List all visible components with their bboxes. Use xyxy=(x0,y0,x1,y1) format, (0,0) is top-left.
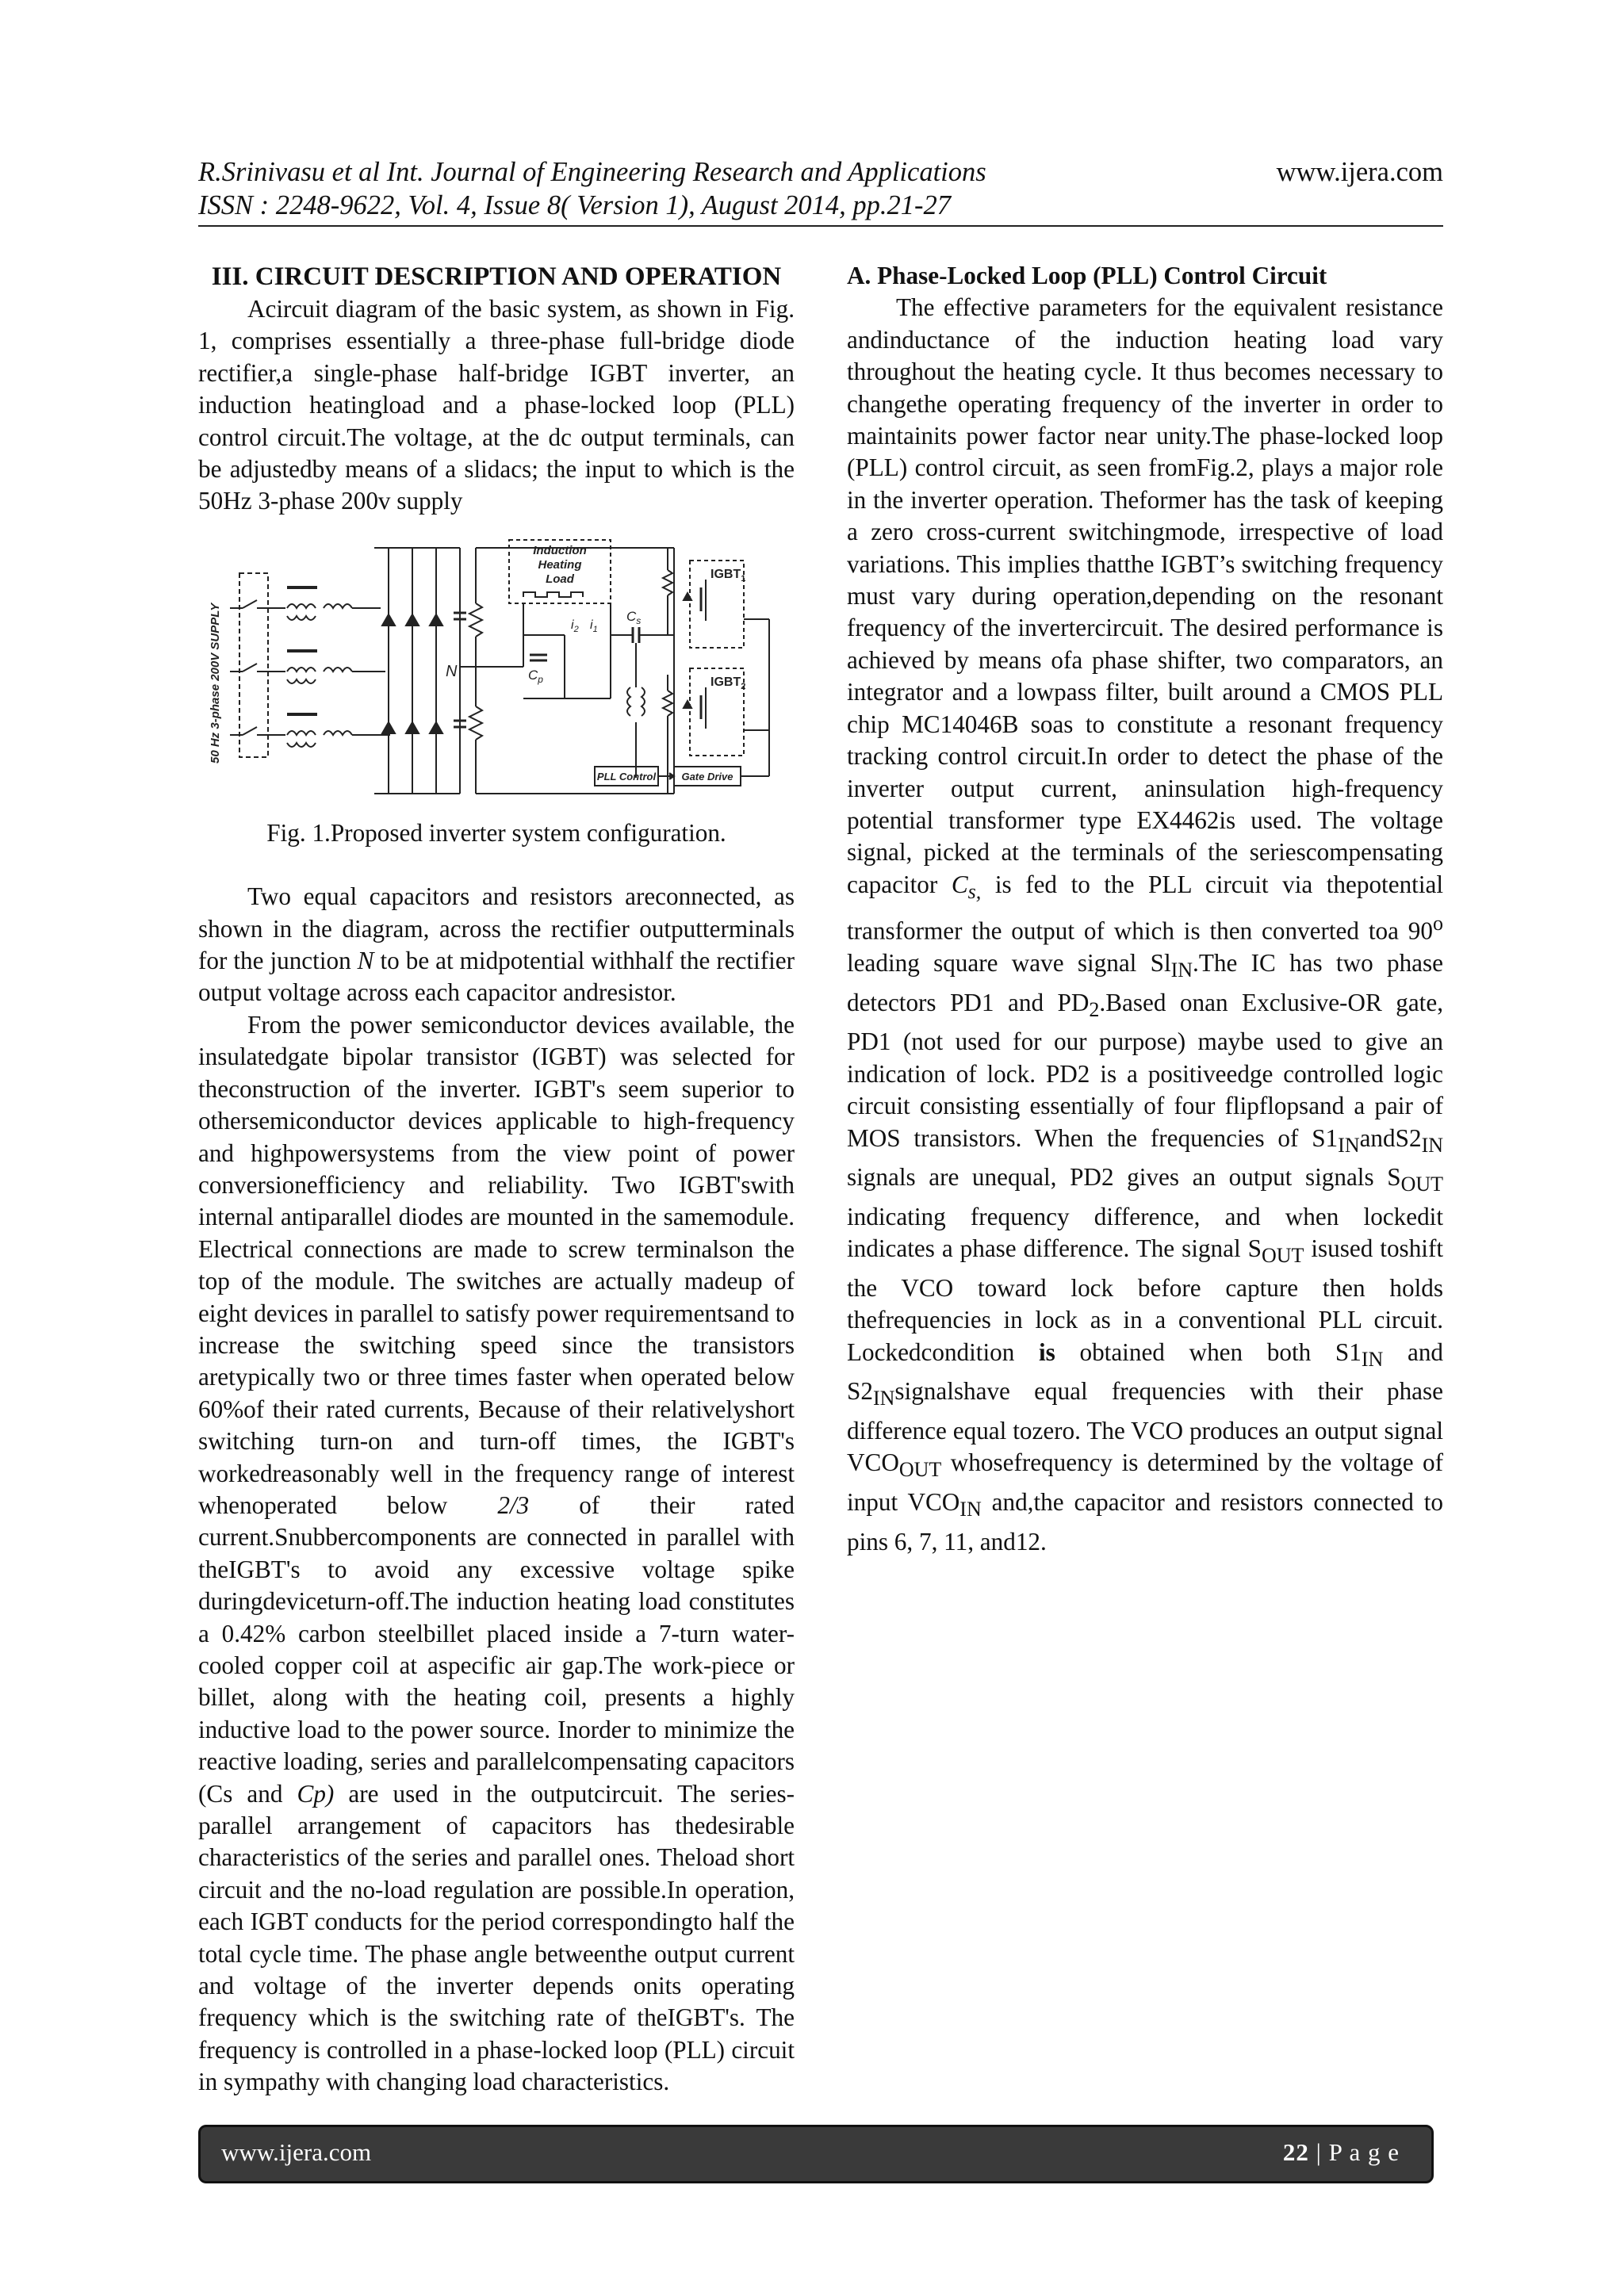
i2-label: $i_2$ xyxy=(571,618,579,634)
pll-control-label: PLL Control xyxy=(596,770,657,783)
supply-label: 50 Hz 3-phase 200V SUPPLY xyxy=(209,603,222,763)
node-n-label: N xyxy=(446,662,458,680)
header-rule xyxy=(198,225,1443,227)
header-line-2: ISSN : 2248-9622, Vol. 4, Issue 8( Version 1), August 2014, pp.21-27 xyxy=(198,190,952,220)
igbt1-label: $IGBT_1$ xyxy=(710,567,746,584)
figure-1 xyxy=(198,532,795,817)
series-capacitor-cs xyxy=(611,609,674,778)
left-column xyxy=(198,260,795,2099)
journal-citation: R.Srinivasu et al Int. Journal of Engineering Research and Applications xyxy=(198,157,986,187)
circuit-diagram xyxy=(198,532,795,817)
igbt2-label: $IGBT_2$ xyxy=(710,675,746,691)
page-number: 22 | P a g e xyxy=(1282,2138,1400,2166)
paragraph-intro: Acircuit diagram of the basic system, as shown in Fig. 1, comprises essentially a three-phase full-bridge diode rectifier,a single-phase half-bridge IGBT inverter, an induction heatingload and a phase-locked loop (PLL) control circuit.The voltage, at the dc output terminals, can be adjustedby means of a slidacs; the input to which is the 50Hz 3-phase 200v supply xyxy=(198,295,795,515)
load-label-1: Induction xyxy=(533,543,587,557)
supply-lines xyxy=(230,600,285,735)
header-line-1 xyxy=(198,155,1443,189)
footer-url[interactable]: www.ijera.com xyxy=(221,2138,372,2166)
figure-caption: Fig. 1.Proposed inverter system configuration. xyxy=(266,818,726,847)
paragraph-capacitors: Two equal capacitors and resistors areconnected, as shown in the diagram, across the rectifier outputterminals for the junction N to be at midpotential withhalf the rectifier output voltage across each capacitor andresistor. xyxy=(198,882,795,1007)
slidac-transformers xyxy=(287,587,390,747)
subsection-title: A. Phase-Locked Loop (PLL) Control Circuit xyxy=(847,262,1327,289)
load-label-2: Heating xyxy=(538,557,582,572)
gate-drive-label: Gate Drive xyxy=(681,770,733,783)
paragraph-pll: The effective parameters for the equivalent resistance andinductance of the induction heating load vary throughout the heating cycle. It thus becomes necessary to changethe operating frequency of the inverter in order to maintainits power factor near unity.The phase-locked loop (PLL) control circuit, as seen fromFig.2, plays a major role in the inverter operation. Theformer has the task of keeping a zero cross-current switchingmode, irrespective of load variations. This implies thatthe IGBT’s switching frequency must vary during operation,depending on the resonant frequency of the invertercircuit. The desired performance is achieved by means ofa phase shifter, two comparators, an integrator and a lowpass filter, built around a CMOS PLL chip MC14046B soas to constitute a resonant frequency tracking control circuit.In order to detect the phase of the inverter output current, aninsulation high-frequency potential transformer type EX4462is used. The voltage signal, picked at the terminals of the seriescompensating capacitor $C_{s,}$ is fed to the PLL circuit via thepotential transformer the output of which is then converted toa 90$^o$ leading square wave signal $Sl_{IN}.The$ IC has two phase detectors PD1 and $PD_2.Based$ onan Exclusive-OR gate, PD1 (not used for our purpose) maybe used to give an indication of lock. PD2 is a positiveedge controlled logic circuit consisting essentially of four flipflopsand a pair of MOS transistors. When the frequencies of $S1_{IN}andS2_{IN}$ signals are unequal, PD2 gives an output signals $S_{OUT}$ indicating frequency difference, and when lockedit indicates a phase difference. The signal $S_{OUT}$ isused toshift the VCO toward lock before capture then holds thefrequencies in lock as in a conventional PLL circuit. Lockedcondition is obtained when both $S1_{IN}$ and $S2_{IN}signalshave$ equal frequencies with their phase difference equal tozero. The VCO produces an output signal $VCO_{OUT}$ whosefrequency is determined by the voltage of input $VCO_{IN}$ and,the capacitor and resistors connected to pins 6, 7, 11, and12. xyxy=(847,293,1444,1556)
igbt-half-bridge xyxy=(476,548,769,794)
cp-label: $C_p$ xyxy=(528,667,543,685)
i1-label: $i_1$ xyxy=(590,618,598,634)
journal-url[interactable]: www.ijera.com xyxy=(1276,157,1443,187)
section-title: III. CIRCUIT DESCRIPTION AND OPERATION xyxy=(211,262,782,291)
page-footer xyxy=(198,2125,1434,2183)
cs-label: $C_s$ xyxy=(626,608,642,626)
right-column xyxy=(847,260,1443,1558)
induction-heating-load xyxy=(509,540,611,698)
load-label-3: Load xyxy=(546,572,574,586)
running-header xyxy=(198,155,1443,222)
divider-network xyxy=(446,548,523,794)
paragraph-igbt: From the power semiconductor devices available, the insulatedgate bipolar transistor (IGBT) was selected for theconstruction of the inverter. IGBT's seem superior to othersemiconductor devices applicable to high-frequency and highpowersystems from the view point of power conversionefficiency and reliability. Two IGBT'swith internal antiparallel diodes are mounted in the samemodule. Electrical connections are made to screw terminalson the top of the module. The switches are actually madeup of eight devices in parallel to satisfy power requirementsand to increase the switching speed since the transistors aretypically two or three times faster when operated below 60%of their rated currents, Because of their relativelyshort switching turn-on and turn-off times, the IGBT's workedreasonably well in the frequency range of interest whenoperated below 2/3 of their rated current.Snubbercomponents are connected in parallel with theIGBT's to avoid any excessive voltage spike duringdeviceturn-off.The induction heating load constitutes a 0.42% carbon steelbillet placed inside a 7-turn water-cooled copper coil at aspecific air gap.The work-piece or billet, along with the heating coil, presents a highly inductive load to the power source. Inorder to minimize the reactive loading, series and parallelcompensating capacitors (Cs and Cp) are used in the outputcircuit. The series-parallel arrangement of capacitors has thedesirable characteristics of the series and parallel ones. Theload short circuit and the no-load regulation are possible.In operation, each IGBT conducts for the period correspondingto half the total cycle time. The phase angle betweenthe output current and voltage of the inverter depends onits operating frequency which is the switching rate of theIGBT's. The frequency is controlled in a phase-locked loop (PLL) circuit in sympathy with changing load characteristics. xyxy=(198,1010,795,2096)
control-blocks xyxy=(595,754,769,786)
